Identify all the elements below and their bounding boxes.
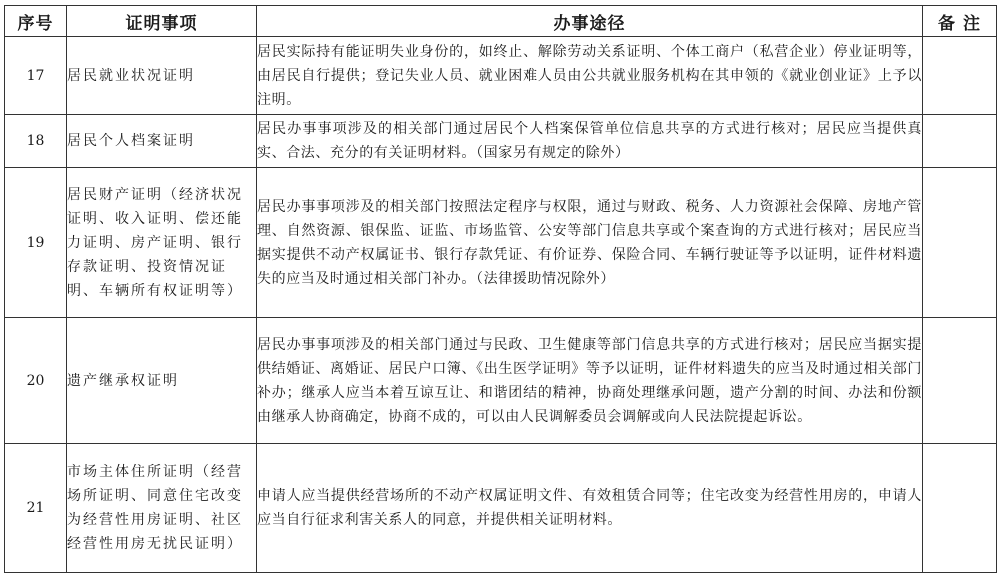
header-path: 办事途径 — [257, 6, 923, 37]
row-item: 居民财产证明（经济状况证明、收入证明、偿还能力证明、房产证明、银行存款证明、投资情况证明、车辆所有权证明等） — [67, 168, 257, 318]
certificate-matters-table — [4, 5, 997, 573]
row-path: 居民办事事项涉及的相关部门通过与民政、卫生健康等部门信息共享的方式进行核对；居民应当据实提供结婚证、离婚证、居民户口簿、《出生医学证明》等予以证明，证件材料遗失的应当及时通过相关部门补办；继承人应当本着互谅互让、和谐团结的精神，协商处理继承问题，遗产分割的时间、办法和份额由继承人协商确定，协商不成的，可以由人民调解委员会调解或向人民法院提起诉讼。 — [257, 318, 923, 444]
table-row — [5, 37, 997, 115]
row-item: 市场主体住所证明（经营场所证明、同意住宅改变为经营性用房证明、社区经营性用房无扰民证明） — [67, 444, 257, 573]
row-note — [923, 318, 997, 444]
row-note — [923, 168, 997, 318]
header-item: 证明事项 — [67, 6, 257, 37]
table-row — [5, 318, 997, 444]
header-note: 备 注 — [923, 6, 997, 37]
table-header-row — [5, 6, 997, 37]
row-seq: 17 — [5, 37, 67, 115]
row-item: 居民个人档案证明 — [67, 115, 257, 168]
table-row — [5, 168, 997, 318]
row-note — [923, 115, 997, 168]
row-note — [923, 444, 997, 573]
row-seq: 20 — [5, 318, 67, 444]
row-seq: 21 — [5, 444, 67, 573]
row-path: 申请人应当提供经营场所的不动产权属证明文件、有效租赁合同等；住宅改变为经营性用房的，申请人应当自行征求利害关系人的同意，并提供相关证明材料。 — [257, 444, 923, 573]
table-row — [5, 444, 997, 573]
row-item: 居民就业状况证明 — [67, 37, 257, 115]
row-path: 居民办事事项涉及的相关部门按照法定程序与权限，通过与财政、税务、人力资源社会保障、房地产管理、自然资源、银保监、证监、市场监管、公安等部门信息共享或个案查询的方式进行核对；居民应当据实提供不动产权属证书、银行存款凭证、有价证券、保险合同、车辆行驶证等予以证明，证件材料遗失的应当及时通过相关部门补办。（法律援助情况除外） — [257, 168, 923, 318]
row-item: 遗产继承权证明 — [67, 318, 257, 444]
row-note — [923, 37, 997, 115]
row-seq: 18 — [5, 115, 67, 168]
row-path: 居民办事事项涉及的相关部门通过居民个人档案保管单位信息共享的方式进行核对；居民应当提供真实、合法、充分的有关证明材料。（国家另有规定的除外） — [257, 115, 923, 168]
row-path: 居民实际持有能证明失业身份的，如终止、解除劳动关系证明、个体工商户（私营企业）停业证明等，由居民自行提供；登记失业人员、就业困难人员由公共就业服务机构在其申领的《就业创业证》上予以注明。 — [257, 37, 923, 115]
header-seq: 序号 — [5, 6, 67, 37]
row-seq: 19 — [5, 168, 67, 318]
table-row — [5, 115, 997, 168]
